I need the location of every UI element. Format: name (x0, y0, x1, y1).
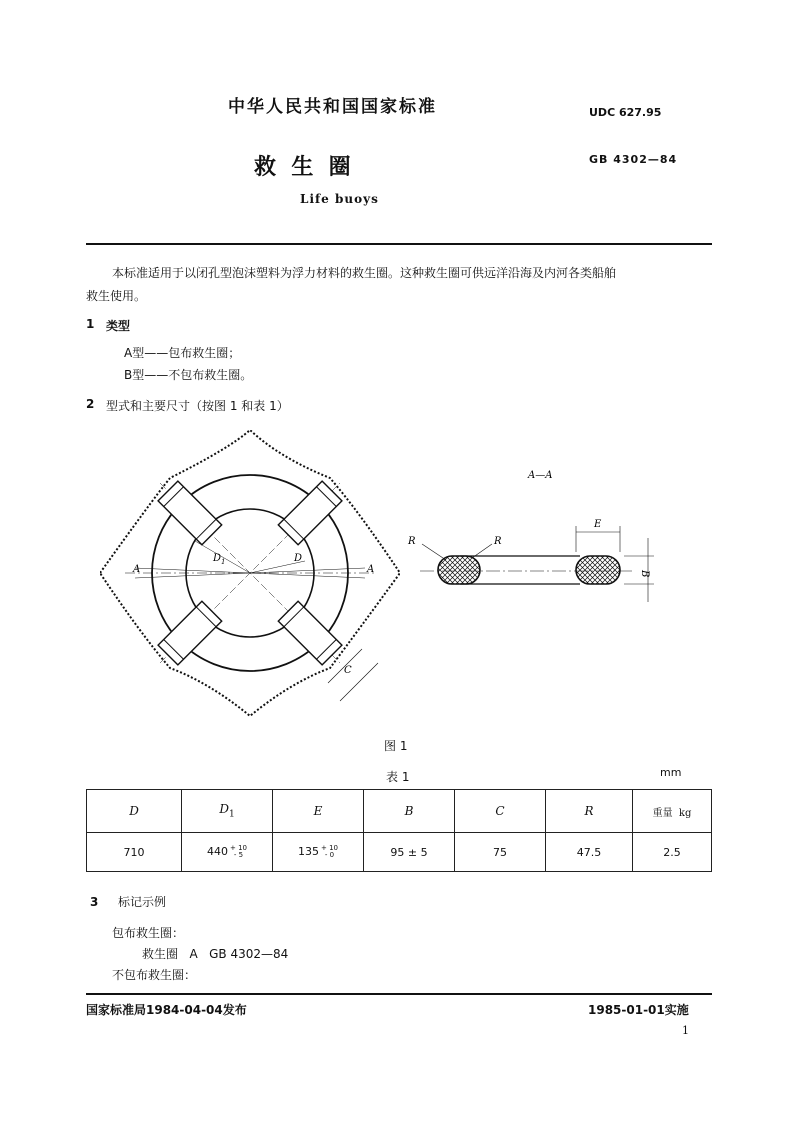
label-r-outer: R (408, 536, 416, 547)
type-a-item: A型——包布救生圈； (124, 346, 241, 360)
label-c: C (344, 665, 352, 676)
section-left-body (438, 556, 480, 584)
header-d1 (182, 790, 273, 833)
example-line-3: 不包布救生圈： (112, 968, 197, 982)
section-1-title: 类型 (106, 319, 131, 333)
document-subtitle: Life buoys (300, 192, 379, 206)
cell-d1 (182, 833, 273, 872)
label-e: E (594, 519, 602, 530)
section-2-number: 2 (86, 397, 95, 411)
table-unit: mm (660, 766, 682, 779)
page-number: 1 (682, 1024, 689, 1037)
strap-top-left (158, 481, 222, 545)
header-b: B (364, 790, 455, 833)
label-a-right: A (367, 564, 375, 575)
cell-d1-base: 440 (207, 845, 228, 858)
standard-code: GB 4302—84 (589, 153, 678, 166)
effective-date: 1985-01-01实施 (588, 1003, 689, 1017)
cell-e (273, 833, 364, 872)
cell-e-upper: + 10 (321, 844, 338, 852)
section-3-number: 3 (90, 895, 99, 909)
footer-rule (86, 993, 712, 995)
issuing-country-header: 中华人民共和国国家标准 (228, 97, 437, 117)
label-a-left: A (133, 564, 141, 575)
header-weight: 重量 kg (633, 790, 712, 833)
header-d1-subscript: 1 (228, 809, 235, 820)
section-2-title: 型式和主要尺寸（按图 1 和表 1） (106, 399, 289, 413)
section-3-title: 标记示例 (118, 895, 167, 909)
table-caption: 表 1 (386, 770, 410, 784)
table-row (87, 833, 712, 872)
label-d1: D (213, 553, 222, 564)
intro-line-1: 本标准适用于以闭孔型泡沫塑料为浮力材料的救生圈。这种救生圈可供远洋沿海及内河各类船舶 (112, 266, 617, 280)
cell-e-lower: - 0 (324, 851, 335, 859)
cell-d1-tolerance (230, 845, 247, 859)
strap-bottom-left (158, 601, 222, 665)
intro-line-2: 救生使用。 (86, 289, 147, 303)
buoy-plan-drawing (100, 430, 400, 730)
header-c: C (455, 790, 546, 833)
cell-c: 75 (455, 833, 546, 872)
udc-code: UDC 627.95 (589, 106, 662, 119)
header-d: D (87, 790, 182, 833)
strap-bottom-right (278, 601, 342, 665)
cell-b: 95 ± 5 (364, 833, 455, 872)
label-d1-subscript: 1 (221, 558, 226, 566)
label-d: D (294, 553, 303, 564)
type-b-item: B型——不包布救生圈。 (124, 368, 253, 382)
header-d1-base: D (219, 802, 229, 817)
cell-e-base: 135 (298, 845, 319, 858)
cell-d: 710 (87, 833, 182, 872)
example-line-1: 包布救生圈： (112, 926, 185, 940)
issue-date: 国家标准局1984-04-04发布 (86, 1003, 247, 1017)
document-title: 救 生 圈 (254, 155, 351, 180)
section-right-body (576, 556, 620, 584)
table-header-row (87, 790, 712, 833)
header-e: E (273, 790, 364, 833)
cell-r: 47.5 (546, 833, 633, 872)
cell-d1-upper: + 10 (230, 844, 247, 852)
figure-caption: 图 1 (384, 739, 408, 753)
cell-weight: 2.5 (633, 833, 712, 872)
cell-e-tolerance (321, 845, 338, 859)
label-r-inner: R (494, 536, 502, 547)
section-aa-label: A—A (528, 470, 553, 481)
buoy-section-drawing (400, 460, 670, 610)
label-b: B (639, 570, 650, 578)
dimensions-table (86, 789, 712, 872)
cell-d1-lower: - 5 (233, 851, 244, 859)
example-line-2: 救生圈 A GB 4302—84 (142, 947, 289, 961)
header-r: R (546, 790, 633, 833)
section-1-number: 1 (86, 317, 95, 331)
header-rule (86, 243, 712, 245)
strap-top-right (278, 481, 342, 545)
